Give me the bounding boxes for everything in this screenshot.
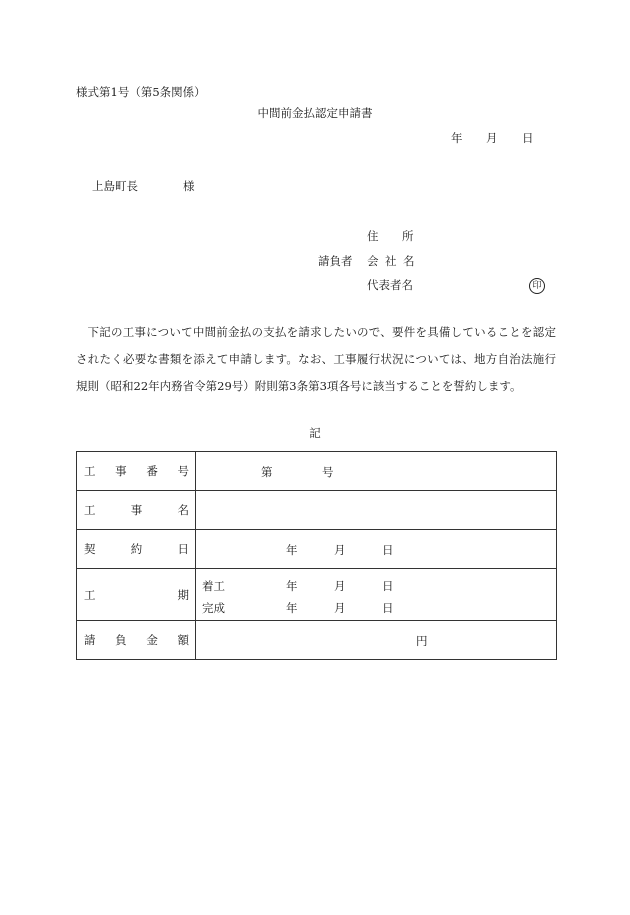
period-start-month: 月 — [334, 579, 346, 593]
period-start-day: 日 — [382, 579, 394, 593]
amount-label — [77, 621, 196, 660]
label-char: 工 — [84, 587, 96, 602]
header-date-day: 日 — [522, 131, 534, 145]
ki-heading: 記 — [309, 426, 321, 440]
application-table — [76, 451, 557, 660]
label-char: 工 — [84, 503, 96, 517]
table-row-period — [77, 569, 557, 621]
company-label-1: 会 — [367, 254, 379, 268]
period-value[interactable] — [196, 569, 557, 621]
header-date-year: 年 — [451, 131, 463, 145]
table-row-construction-number — [77, 452, 557, 491]
contract-month: 月 — [334, 543, 346, 557]
label-char: 期 — [177, 587, 189, 602]
construction-number-label — [77, 452, 196, 491]
table-row-amount — [77, 621, 557, 660]
construction-name-label — [77, 491, 196, 530]
period-start-year: 年 — [286, 579, 298, 593]
period-end-year: 年 — [286, 601, 298, 615]
construction-number-value[interactable] — [196, 452, 557, 491]
form-number: 様式第1号（第5条関係） — [76, 85, 206, 99]
seal-mark: 印 — [529, 278, 545, 294]
contract-date-label — [77, 530, 196, 569]
company-label-2: 社 — [385, 254, 397, 268]
contract-date-value[interactable] — [196, 530, 557, 569]
amount-value[interactable] — [196, 621, 557, 660]
label-char: 金 — [146, 633, 158, 647]
label-char: 契 — [84, 542, 96, 556]
period-end-label: 完成 — [202, 601, 225, 615]
label-char: 約 — [130, 542, 143, 556]
period-end-day: 日 — [382, 601, 394, 615]
contract-year: 年 — [286, 543, 298, 557]
label-char: 請 — [84, 633, 96, 647]
applicant-label: 請負者 — [318, 254, 353, 268]
table-row-contract-date — [77, 530, 557, 569]
company-label-3: 名 — [403, 254, 415, 268]
address-label-1: 住 — [367, 229, 379, 243]
label-char: 工 — [84, 464, 96, 478]
number-suffix: 号 — [322, 465, 334, 479]
period-end-month: 月 — [334, 601, 346, 615]
document-title: 中間前金払認定申請書 — [257, 106, 373, 120]
label-char: 事 — [130, 503, 143, 517]
address-label-2: 所 — [402, 229, 414, 243]
number-prefix: 第 — [261, 465, 273, 479]
label-char: 事 — [115, 464, 127, 478]
label-char: 負 — [115, 633, 127, 647]
representative-label: 代表者名 — [367, 278, 413, 292]
body-text: 下記の工事について中間前金払の支払を請求したいので、要件を具備していることを認定されたく必要な書類を添えて申請します。なお、工事履行状況については、地方自治法施行規則（昭和22年内務省令第29号）附則第3条第3項各号に該当することを誓約します。 — [76, 325, 556, 393]
label-char: 名 — [177, 503, 189, 517]
table-row-construction-name — [77, 491, 557, 530]
period-label — [77, 569, 196, 621]
label-char: 号 — [177, 464, 189, 478]
amount-unit: 円 — [416, 634, 428, 648]
addressee-honorific: 様 — [183, 179, 195, 193]
label-char: 日 — [177, 542, 189, 556]
label-char: 額 — [177, 633, 189, 647]
header-date-month: 月 — [486, 131, 498, 145]
construction-name-value[interactable] — [196, 491, 557, 530]
label-char: 番 — [146, 464, 158, 478]
contract-day: 日 — [382, 543, 394, 557]
addressee-name: 上島町長 — [92, 179, 138, 193]
period-start-label: 着工 — [202, 579, 225, 593]
